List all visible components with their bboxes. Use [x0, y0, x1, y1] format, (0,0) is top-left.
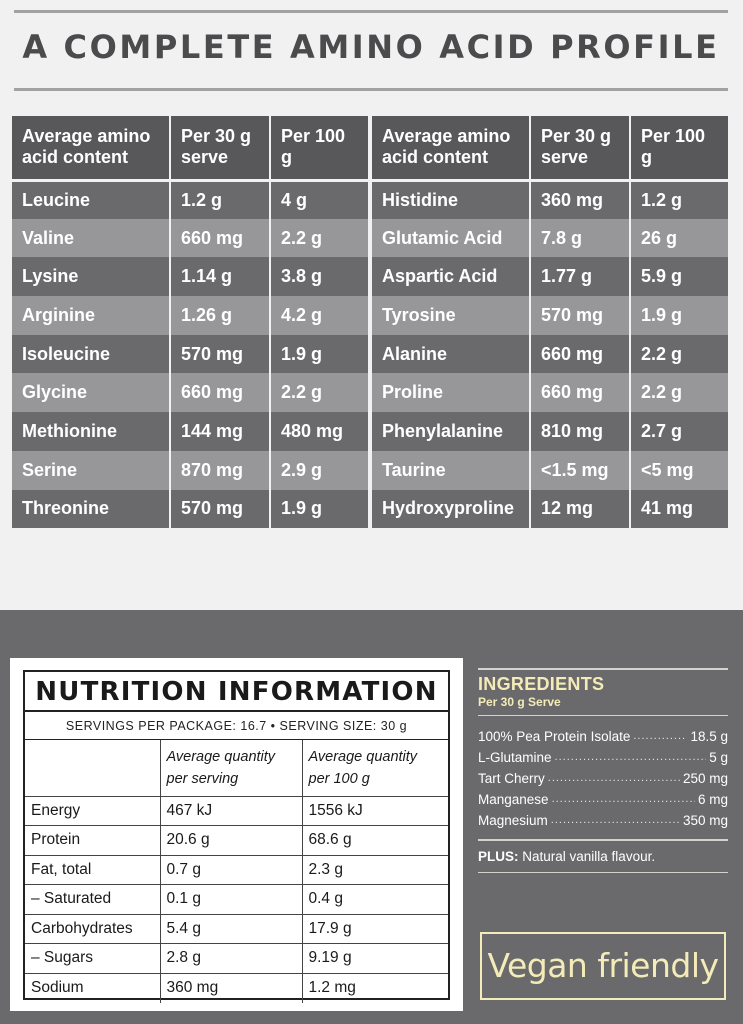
nutrient-name: – Saturated [25, 885, 160, 915]
amino-column-header: Average amino acid content [372, 116, 530, 180]
amino-acid-value: 1.14 g [170, 257, 270, 296]
nutrient-value: 0.7 g [160, 855, 302, 885]
nutrition-row [25, 826, 448, 856]
nutrient-value: 467 kJ [160, 796, 302, 826]
nutrition-header-row [25, 740, 448, 796]
amino-acid-value: <1.5 mg [530, 451, 630, 490]
ingredient-name: Manganese [478, 792, 549, 807]
amino-acid-value: 570 mg [170, 335, 270, 374]
page-title: A COMPLETE AMINO ACID PROFILE [22, 28, 720, 66]
amino-acid-value: 41 mg [630, 490, 728, 529]
ingredients-rule-top [478, 668, 728, 670]
amino-acid-value: 480 mg [270, 412, 368, 451]
nutrient-name: Fat, total [25, 855, 160, 885]
nutrition-column-header: Average quantity per serving [160, 740, 302, 796]
amino-acid-value: 2.2 g [630, 335, 728, 374]
leader-dots [551, 810, 680, 831]
amino-row [372, 219, 728, 258]
amino-acid-value: 5.9 g [630, 257, 728, 296]
amino-acid-name: Arginine [12, 296, 170, 335]
nutrient-name: Protein [25, 826, 160, 856]
amino-acid-value: 870 mg [170, 451, 270, 490]
ingredient-item [478, 726, 728, 747]
amino-acid-value: 570 mg [530, 296, 630, 335]
ingredient-name: L-Glutamine [478, 750, 552, 765]
amino-acid-value: 7.8 g [530, 219, 630, 258]
amino-acid-name: Methionine [12, 412, 170, 451]
amino-acid-value: 660 mg [530, 373, 630, 412]
nutrient-value: 2.3 g [302, 855, 448, 885]
nutrition-row [25, 914, 448, 944]
amino-column-header: Per 30 g serve [530, 116, 630, 180]
ingredient-name: Magnesium [478, 813, 548, 828]
amino-acid-name: Isoleucine [12, 335, 170, 374]
amino-acid-value: 360 mg [530, 180, 630, 219]
amino-acid-name: Phenylalanine [372, 412, 530, 451]
nutrient-value: 17.9 g [302, 914, 448, 944]
leader-dots [552, 789, 695, 810]
nutrient-value: 5.4 g [160, 914, 302, 944]
nutrient-value: 360 mg [160, 973, 302, 1003]
amino-row [12, 180, 368, 219]
amino-acid-value: 660 mg [170, 219, 270, 258]
nutrient-value: 9.19 g [302, 944, 448, 974]
amino-row [12, 296, 368, 335]
amino-acid-name: Taurine [372, 451, 530, 490]
amino-acid-value: 2.2 g [270, 373, 368, 412]
nutrition-column-header: Average quantity per 100 g [302, 740, 448, 796]
ingredient-amount: 6 mg [697, 792, 728, 807]
ingredient-item [478, 789, 728, 810]
amino-acid-value: 1.26 g [170, 296, 270, 335]
amino-acid-value: 26 g [630, 219, 728, 258]
nutrient-value: 0.4 g [302, 885, 448, 915]
amino-row [12, 412, 368, 451]
ingredient-amount: 5 g [709, 750, 728, 765]
amino-acid-tables [12, 116, 728, 528]
amino-column-header: Per 100 g [270, 116, 368, 180]
nutrition-column-header [25, 740, 160, 796]
leader-dots [633, 726, 687, 747]
amino-table-right [372, 116, 728, 528]
amino-acid-value: 1.9 g [270, 335, 368, 374]
amino-acid-name: Alanine [372, 335, 530, 374]
amino-acid-value: 144 mg [170, 412, 270, 451]
nutrient-value: 1556 kJ [302, 796, 448, 826]
title-rule [14, 88, 728, 91]
amino-acid-value: 1.2 g [630, 180, 728, 219]
amino-acid-value: 4 g [270, 180, 368, 219]
amino-acid-value: 3.8 g [270, 257, 368, 296]
amino-row [372, 296, 728, 335]
nutrition-row [25, 855, 448, 885]
amino-acid-name: Threonine [12, 490, 170, 529]
nutrition-box [23, 670, 450, 1000]
amino-column-header: Per 30 g serve [170, 116, 270, 180]
nutrient-value: 68.6 g [302, 826, 448, 856]
nutrient-name: Energy [25, 796, 160, 826]
nutrient-value: 0.1 g [160, 885, 302, 915]
nutrition-row [25, 944, 448, 974]
nutrition-table [25, 740, 448, 1003]
ingredient-name: 100% Pea Protein Isolate [478, 729, 631, 744]
nutrition-row [25, 973, 448, 1003]
amino-row [372, 335, 728, 374]
amino-acid-value: 4.2 g [270, 296, 368, 335]
amino-acid-value: 12 mg [530, 490, 630, 529]
amino-acid-value: 1.77 g [530, 257, 630, 296]
ingredients-list [478, 726, 728, 831]
amino-acid-name: Valine [12, 219, 170, 258]
amino-acid-value: 2.2 g [630, 373, 728, 412]
amino-acid-value: <5 mg [630, 451, 728, 490]
nutrient-value: 2.8 g [160, 944, 302, 974]
nutrient-name: – Sugars [25, 944, 160, 974]
amino-acid-value: 2.7 g [630, 412, 728, 451]
nutrient-name: Sodium [25, 973, 160, 1003]
amino-acid-value: 1.2 g [170, 180, 270, 219]
amino-column-header: Average amino acid content [12, 116, 170, 180]
amino-row [372, 412, 728, 451]
ingredients-rule-bottom [478, 872, 728, 874]
nutrition-panel [10, 658, 463, 1011]
amino-row [12, 219, 368, 258]
leader-dots [548, 768, 680, 789]
amino-acid-name: Glycine [12, 373, 170, 412]
amino-row [12, 373, 368, 412]
amino-acid-value: 570 mg [170, 490, 270, 529]
amino-acid-name: Tyrosine [372, 296, 530, 335]
amino-row [372, 180, 728, 219]
amino-row [12, 451, 368, 490]
ingredient-amount: 18.5 g [690, 729, 728, 744]
amino-header-row [372, 116, 728, 180]
amino-acid-name: Histidine [372, 180, 530, 219]
amino-acid-name: Proline [372, 373, 530, 412]
ingredient-item [478, 810, 728, 831]
amino-row [372, 451, 728, 490]
amino-acid-value: 810 mg [530, 412, 630, 451]
amino-acid-name: Leucine [12, 180, 170, 219]
amino-row [372, 257, 728, 296]
amino-row [12, 257, 368, 296]
amino-table-left [12, 116, 368, 528]
amino-row [12, 335, 368, 374]
amino-acid-name: Aspartic Acid [372, 257, 530, 296]
ingredients-rule-lower [478, 839, 728, 841]
nutrition-row [25, 885, 448, 915]
amino-acid-value: 660 mg [530, 335, 630, 374]
ingredients-title: INGREDIENTS [478, 673, 605, 694]
nutrient-name: Carbohydrates [25, 914, 160, 944]
nutrition-row [25, 796, 448, 826]
ingredients-panel [478, 668, 728, 873]
amino-row [372, 490, 728, 529]
amino-acid-name: Lysine [12, 257, 170, 296]
amino-acid-name: Hydroxyproline [372, 490, 530, 529]
ingredients-subtitle: Per 30 g Serve [478, 694, 561, 709]
leader-dots [555, 747, 707, 768]
amino-row [12, 490, 368, 529]
amino-acid-value: 660 mg [170, 373, 270, 412]
nutrient-value: 1.2 mg [302, 973, 448, 1003]
plus-text: Natural vanilla flavour. [522, 848, 656, 864]
ingredient-item [478, 747, 728, 768]
amino-acid-name: Serine [12, 451, 170, 490]
servings-line: SERVINGS PER PACKAGE: 16.7 • SERVING SIZE: 30 g [25, 712, 448, 740]
plus-label: PLUS: [478, 848, 519, 864]
amino-header-row [12, 116, 368, 180]
amino-acid-name: Glutamic Acid [372, 219, 530, 258]
amino-acid-value: 2.9 g [270, 451, 368, 490]
amino-acid-value: 1.9 g [270, 490, 368, 529]
amino-row [372, 373, 728, 412]
ingredient-amount: 350 mg [682, 813, 728, 828]
ingredient-amount: 250 mg [682, 771, 728, 786]
ingredient-name: Tart Cherry [478, 771, 545, 786]
top-rule [14, 10, 728, 13]
ingredients-rule-mid [478, 715, 728, 717]
amino-acid-value: 1.9 g [630, 296, 728, 335]
ingredients-plus [478, 849, 728, 864]
amino-acid-value: 2.2 g [270, 219, 368, 258]
nutrition-title: NUTRITION INFORMATION [25, 672, 448, 712]
amino-column-header: Per 100 g [630, 116, 728, 180]
ingredient-item [478, 768, 728, 789]
nutrient-value: 20.6 g [160, 826, 302, 856]
vegan-friendly-badge: Vegan friendly [480, 932, 726, 1000]
